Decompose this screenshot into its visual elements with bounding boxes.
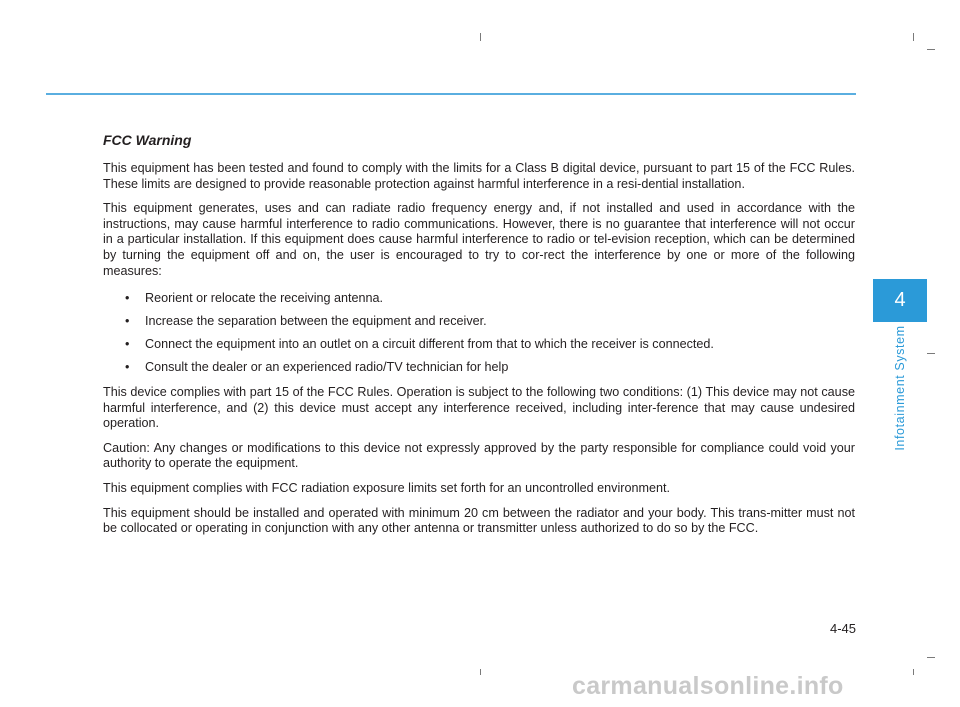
chapter-tab [873,279,927,322]
paragraph: This device complies with part 15 of the FCC Rules. Operation is subject to the following two conditions: (1) This device may not cause harmful interference, and (2) this device must accept any interference received, including inter-ference that may cause undesired operation. [103,385,855,431]
paragraph: This equipment should be installed and operated with minimum 20 cm between the radiator and your body. This trans-mitter must not be collocated or operating in conjunction with any other antenna or transmitter unless authorized to do so by the FCC. [103,505,855,536]
chapter-number: 4 [894,289,906,311]
paragraph: Caution: Any changes or modifications to this device not expressly approved by the party responsible for compliance could void your authority to operate the equipment. [103,440,855,471]
crop-mark-bottom-center [480,669,481,675]
list-item: • Consult the dealer or an experienced radio/TV technician for help [125,360,855,376]
chapter-side-label: Infotainment System [893,325,907,451]
crop-mark-bottom-right-horizontal [927,657,935,658]
list-item: • Connect the equipment into an outlet on a circuit different from that to which the receiver is connected. [125,337,855,353]
crop-mark-top-center [480,33,481,41]
section-heading: FCC Warning [103,132,192,148]
page-content [103,131,855,546]
list-item: • Increase the separation between the equipment and receiver. [125,314,855,330]
measures-list [103,291,855,376]
crop-mark-top-right-vertical [913,33,914,41]
crop-mark-right-middle [927,353,935,354]
crop-mark-top-right-horizontal [927,49,935,50]
header-rule [46,93,856,95]
watermark-logo: carmanualsonline.info [572,672,844,700]
list-item: • Reorient or relocate the receiving antenna. [125,291,855,307]
paragraph: This equipment generates, uses and can radiate radio frequency energy and, if not installed and used in accordance with the instructions, may cause harmful interference to radio communications. However, there is no guarantee that interference will not occur in a particular installation. If this equipment does cause harmful interference to radio or tel-evision reception, which can be determined by turning the equipment off and on, the user is encouraged to try to cor-rect the interference by one or more of the following measures: [103,201,855,278]
paragraph: This equipment complies with FCC radiation exposure limits set forth for an uncontrolled environment. [103,481,670,495]
page-number: 4-45 [829,621,856,636]
crop-mark-bottom-right-vertical [913,669,914,675]
paragraph: This equipment has been tested and found to comply with the limits for a Class B digital device, pursuant to part 15 of the FCC Rules. These limits are designed to provide reasonable protection against harmful interference in a resi-dential installation. [103,161,855,191]
